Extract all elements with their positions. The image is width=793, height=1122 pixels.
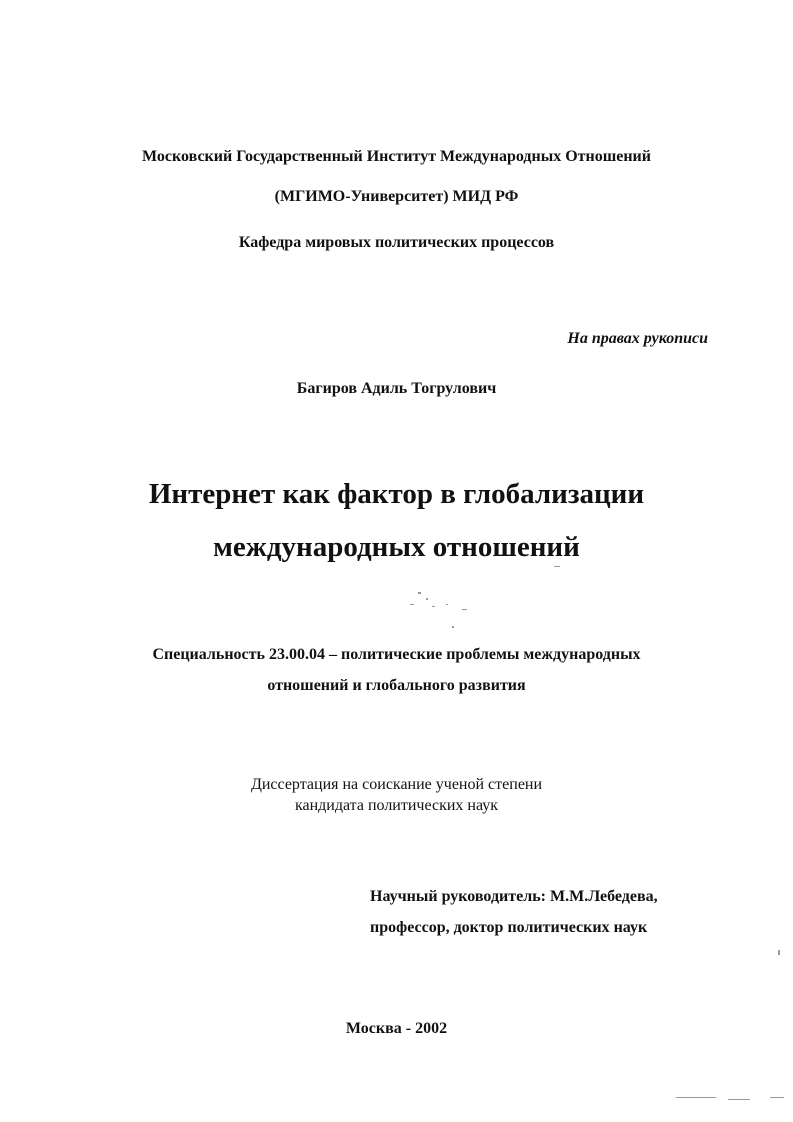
institute-name: Московский Государственный Институт Международных Отношений — [142, 148, 651, 165]
manuscript-note: На правах рукописи — [567, 330, 708, 347]
degree-line-2: кандидата политических наук — [294, 797, 499, 814]
university-name: (МГИМО-Университет) МИД РФ — [274, 188, 519, 205]
specialty-line-1: Специальность 23.00.04 – политические проблемы международных — [152, 646, 641, 663]
dissertation-title-line-1: Интернет как фактор в глобализации — [148, 478, 645, 510]
specialty-line-2: отношений и глобального развития — [267, 677, 526, 694]
supervisor-line-1: Научный руководитель: М.М.Лебедева, — [370, 888, 658, 905]
supervisor-line-2: профессор, доктор политических наук — [370, 919, 648, 936]
place-and-year: Москва - 2002 — [345, 1020, 448, 1037]
author-name: Багиров Адиль Тогрулович — [296, 380, 497, 397]
department-name: Кафедра мировых политических процессов — [238, 234, 555, 251]
degree-line-1: Диссертация на соискание ученой степени — [250, 776, 543, 793]
dissertation-title-line-2: международных отношений — [213, 531, 580, 563]
